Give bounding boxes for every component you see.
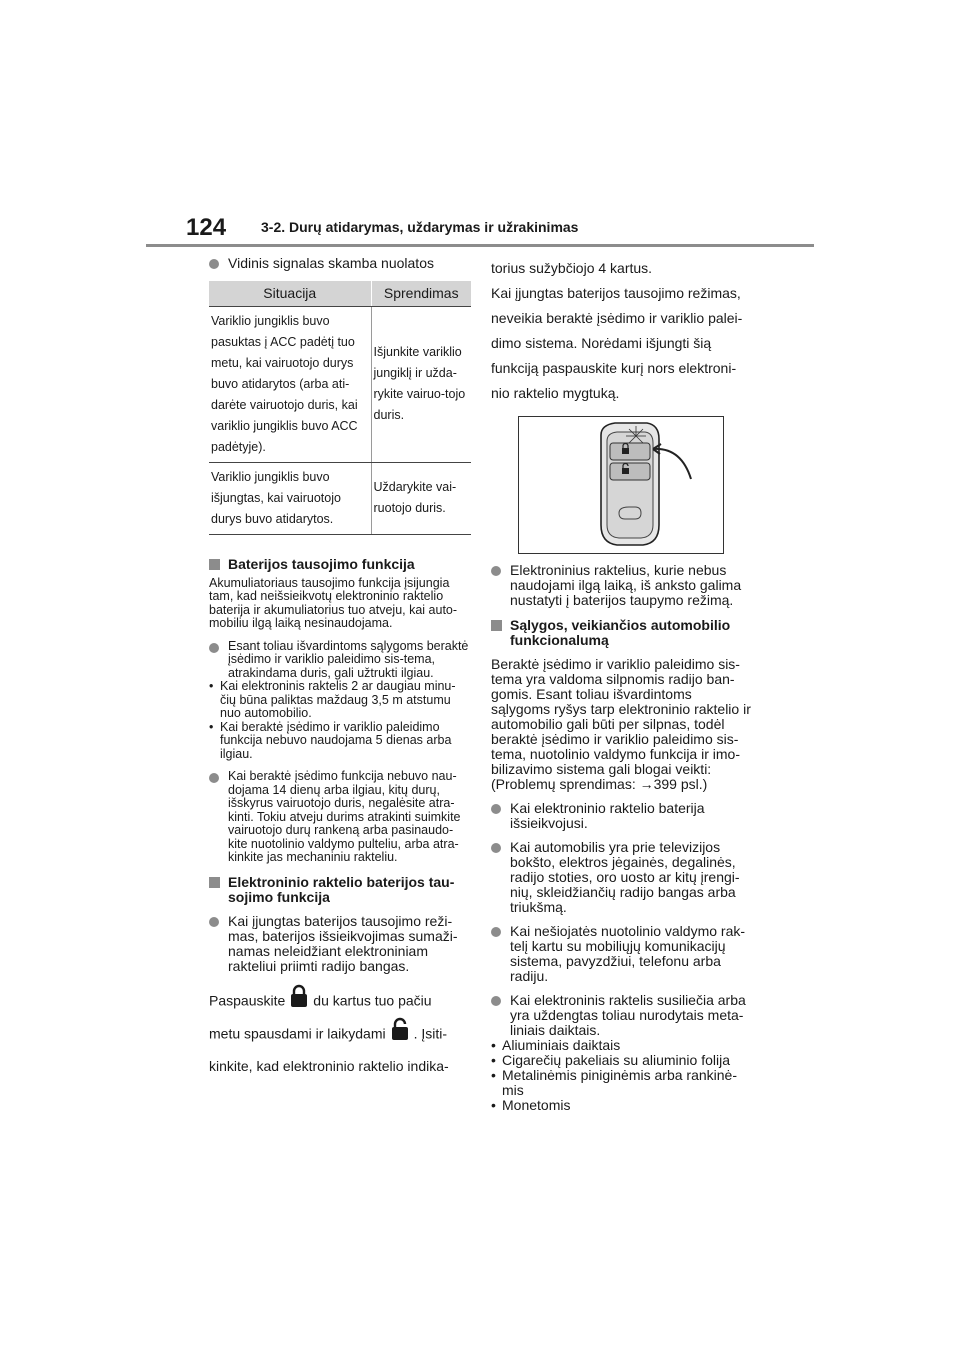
conditions-dot: • Cigarečių pakeliais su aliuminio folija: [491, 1053, 753, 1068]
battery-saving-bullet-2: Kai beraktė įsėdimo funkcija nebuvo nau-dojama 14 dienų arba ilgiau, kitų durų, išskyrus vairuotojo duris, negalėsite atra-kinti. Tokiu atveju durims atrakinti suimkite vairuotojo durų rankeną arba pasinaudo-kite nuotolinio valdymo pulteliu, arba atra-kinkite jas mechaniniu rakteliu.: [209, 770, 471, 865]
instruction-text: metu spausdami ir laikydami: [209, 1025, 386, 1042]
instruction-text: Paspauskite: [209, 992, 286, 1009]
situation-table: [209, 281, 471, 535]
left-column: [209, 256, 471, 1083]
right-para-2: Kai įjungtas baterijos tausojimo režimas, neveikia beraktė įsėdimo ir variklio palei-dimo sistema. Norėdami išjungti šią funkciją paspauskite kurį nors elektroni-nio raktelio mygtuką.: [491, 285, 743, 401]
conditions-heading: Sąlygos, veikiančios automobilio funkcionalumą: [491, 618, 753, 648]
instruction-text: . Įsiti-: [413, 1025, 448, 1042]
battery-saving-text: Akumuliatoriaus tausojimo funkcija įsijungia tam, kad neišsieikvotų elektroninio raktelio baterija ir akumuliatorius tuo atveju, kai auto-mobiliu ilgą laiką nesinaudojama.: [209, 575, 458, 630]
table-row: [209, 306, 471, 462]
conditions-bullet: Kai elektroninis raktelis susiliečia arba yra uždengtas toliau nurodytais meta-liniais daiktais.: [491, 993, 753, 1038]
table-cell-solution: Uždarykite vai-ruotojo duris.: [371, 462, 471, 534]
right-bullet-fob-mode: Elektroninius raktelius, kurie nebus naudojami ilgą laiką, iš anksto galima nustatyti į baterijos taupymo režimą.: [491, 563, 753, 608]
header-rule: [146, 244, 814, 247]
battery-saving-dot-2: • Kai beraktė įsėdimo ir variklio paleidimo funkcija nebuvo naudojama 5 dienas arba ilgiau.: [209, 721, 471, 762]
table-cell-solution: Išjunkite variklio jungiklį ir užda-rykite vairuo-tojo duris.: [371, 306, 471, 462]
key-battery-heading: Elektroninio raktelio baterijos tau-sojimo funkcija: [209, 875, 471, 905]
intro-bullet: Vidinis signalas skamba nuolatos: [209, 256, 471, 271]
key-battery-instructions: [209, 984, 471, 1083]
table-header-solution: Sprendimas: [371, 281, 471, 306]
table-cell-situation: Variklio jungiklis buvo išjungtas, kai vairuotojo durys buvo atidarytos.: [209, 462, 371, 534]
section-title: 3-2. Durų atidarymas, uždarymas ir užrakinimas: [261, 219, 579, 235]
conditions-text: Beraktė įsėdimo ir variklio paleidimo sis-tema yra valdoma silpnomis radijo ban-gomis. Esant toliau išvardintoms sąlygoms ryšys tarp elektroninio raktelio ir automobilio gali būti per silpnas, todėl beraktė įsėdimo ir variklio paleidimo sis-tema, nuotolinio valdymo funkcija ir imo-bilizavimo sistema gali blogai veikti: (Problemų sprendimas: →399 psl.): [491, 656, 751, 792]
table-row: [209, 462, 471, 534]
instruction-text: kinkite, kad elektroninio raktelio indika-: [209, 1057, 449, 1074]
conditions-bullet: Kai elektroninio raktelio baterija išsieikvojusi.: [491, 801, 753, 831]
conditions-bullet: Kai automobilis yra prie televizijos bokšto, elektros jėgainės, degalinės, radijo stoties, oro uosto ar kitų įrengi-nių, skleidžiančių radijo bangas arba triukšmą.: [491, 840, 753, 915]
instruction-text: du kartus tuo pačiu: [313, 992, 432, 1009]
key-fob-illustration: [519, 417, 723, 553]
battery-saving-heading: Baterijos tausojimo funkcija: [209, 557, 471, 572]
right-column: [491, 256, 753, 1113]
key-battery-bullet: Kai įjungtas baterijos tausojimo reži-mas, baterijos išsieikvojimas sumaži-namas neleidžiant elektroniniam rakteliui priimti radijo bangas.: [209, 914, 471, 974]
table-header-row: [209, 281, 471, 306]
page-number: 124: [186, 214, 227, 241]
table-cell-situation: Variklio jungiklis buvo pasuktas į ACC padėtį tuo metu, kai vairuotojo durys buvo atidarytos (arba ati-darėte vairuotojo duris, kai variklio jungiklis buvo ACC padėtyje).: [209, 306, 371, 462]
battery-saving-bullet-1: Esant toliau išvardintoms sąlygoms beraktė įsėdimo ir variklio paleidimo sis-tema, atrakindama duris, gali užtrukti ilgiau.: [209, 640, 471, 681]
conditions-bullet: Kai nešiojatės nuotolinio valdymo rak-telį kartu su mobiliųjų komunikacijų sistema, pavyzdžiui, telefonu arba radiju.: [491, 924, 753, 984]
battery-saving-dot-1: • Kai elektroninis raktelis 2 ar daugiau minu-čių būna paliktas maždaug 3,5 m atstumu nuo automobilio.: [209, 680, 471, 721]
lock-icon: [290, 984, 308, 1020]
right-para-1: torius sužybčiojo 4 kartus.: [491, 260, 653, 276]
table-header-situation: Situacija: [209, 281, 371, 306]
conditions-dot: • Aliuminiais daiktais: [491, 1038, 753, 1053]
conditions-dot: • Monetomis: [491, 1098, 753, 1113]
key-fob-figure: [518, 416, 724, 554]
conditions-dot: • Metalinėmis piniginėmis arba rankinė-mis: [491, 1068, 753, 1098]
unlock-icon: [391, 1017, 409, 1053]
